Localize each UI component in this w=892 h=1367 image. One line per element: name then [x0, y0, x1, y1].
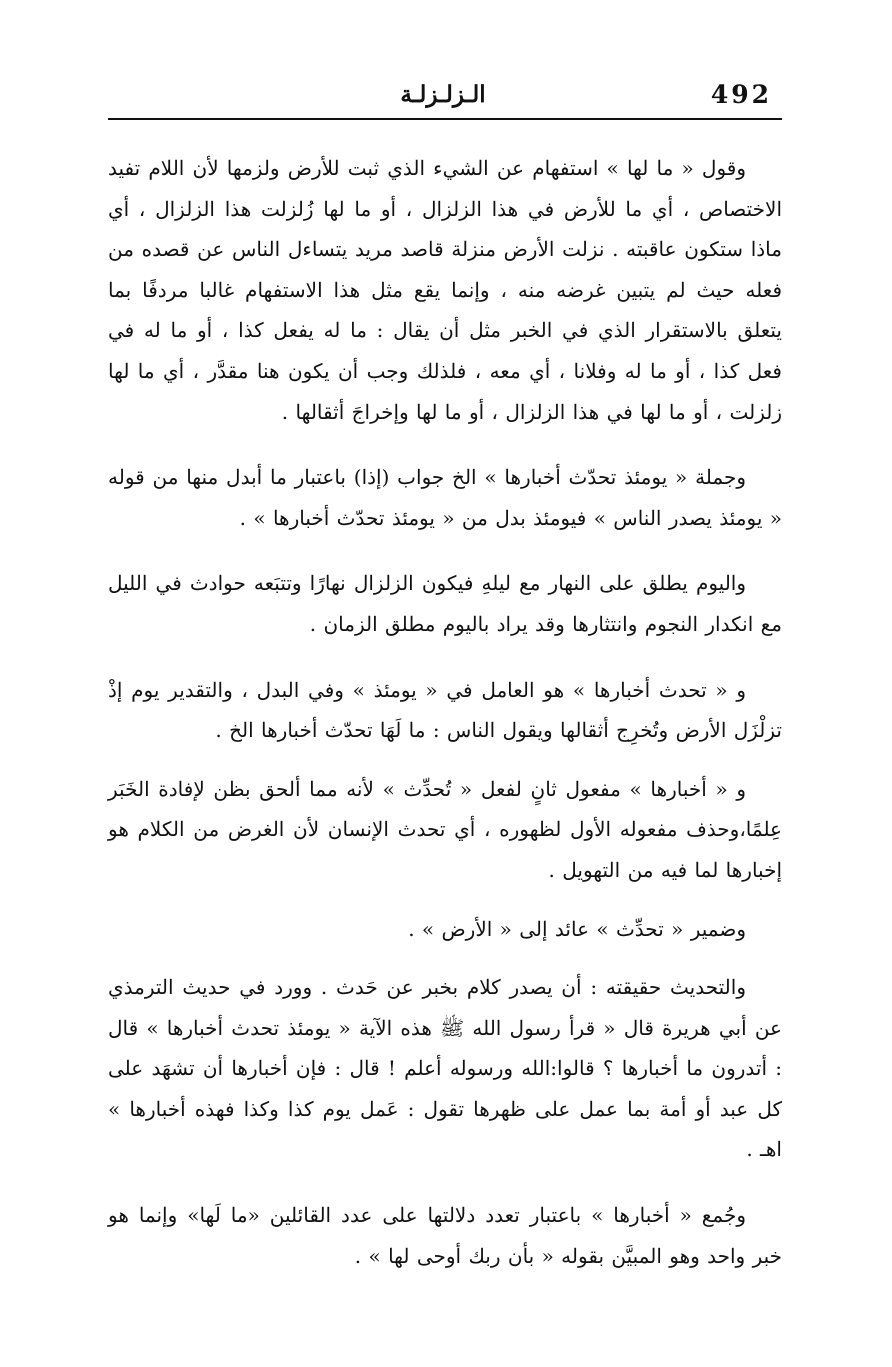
paragraph-damir: وضمير « تحدِّث » عائد إلى « الأرض » .: [408, 916, 746, 941]
paragraph-jam-akhbaraha: وجُمع « أخبارها » باعتبار تعدد دلالتها على عدد القائلين «ما لَها» وإنما هو خبر واحد وهو المبيَّن بقوله « بأن ربك أوحى لها » .: [108, 1203, 782, 1268]
paragraph-akhbaraha-mafool: و « أخبارها » مفعول ثانٍ لفعل « تُحدِّث » لأنه مما ألحق بظن لإفادة الخَبَر عِلمًا،وحذف مفعوله الأول لظهوره ، أي تحدث الإنسان لأن الغرض من الكلام هو إخبارها لما فيه من التهويل .: [108, 776, 782, 882]
paragraph-al-yawm: واليوم يطلق على النهار مع ليلهِ فيكون الزلزال نهارًا وتتبَعه حوادث في الليل مع انكدار النجوم وانتثارها وقد يراد باليوم مطلق الزمان .: [108, 571, 782, 636]
paragraph-tahdith-hadith: والتحديث حقيقته : أن يصدر كلام بخبر عن حَدث . وورد في حديث الترمذي عن أبي هريرة قال « قرأ رسول الله ﷺ هذه الآية « يومئذ تحدث أخبارها » قال : أتدرون ما أخبارها ؟ قالوا:الله ورسوله أعلم ! قال : فإن أخبارها أن تشهَد على كل عبد أو أمة بما عمل على ظهرها تقول : عَمل يوم كذا وكذا فهذه أخبارها » اهـ .: [108, 975, 782, 1162]
body-text: [108, 148, 782, 1301]
paragraph-ma-laha: وقول « ما لها » استفهام عن الشيء الذي ثبت للأرض ولزمها لأن اللام تفيد الاختصاص ، أي ما للأرض في هذا الزلزال ، أو ما لها زُلزلت هذا الزلزال ، أي ماذا ستكون عاقبته . نزلت الأرض منزلة قاصد مريد يتساءل الناس عن قصده من فعله حيث لم يتبين غرضه منه ، وإنما يقع مثل هذا الاستفهام غالبا مردفًا بما يتعلق بالاستقرار الذي في الخبر مثل أن يقال : ما له يفعل كذا ، أو ما له في فعل كذا ، أو ما له وفلانا ، أي معه ، فلذلك وجب أن يكون هنا مقدَّر ، أي ما لها زلزلت ، أو ما لها في هذا الزلزال ، أو ما لها وإخراجَ أثقالها .: [108, 156, 782, 424]
page-number: 492: [710, 80, 772, 109]
paragraph-jumla-yawmaidhin: وجملة « يومئذ تحدّث أخبارها » الخ جواب (إذا) باعتبار ما أبدل منها من قوله « يومئذ يصدر الناس » فيومئذ بدل من « يومئذ تحدّث أخبارها » .: [108, 465, 782, 530]
paragraph-tuhaddithu-akhbaraha: و « تحدث أخبارها » هو العامل في « يومئذ » وفي البدل ، والتقدير يوم إذْ تزلْزَل الأرض وتُخرِج أثقالها ويقول الناس : ما لَهَا تحدّث أخبارها الخ .: [108, 677, 782, 743]
header-rule: [108, 118, 782, 120]
page-header: [108, 74, 780, 116]
running-title: الـزلـزلـة: [400, 81, 486, 108]
